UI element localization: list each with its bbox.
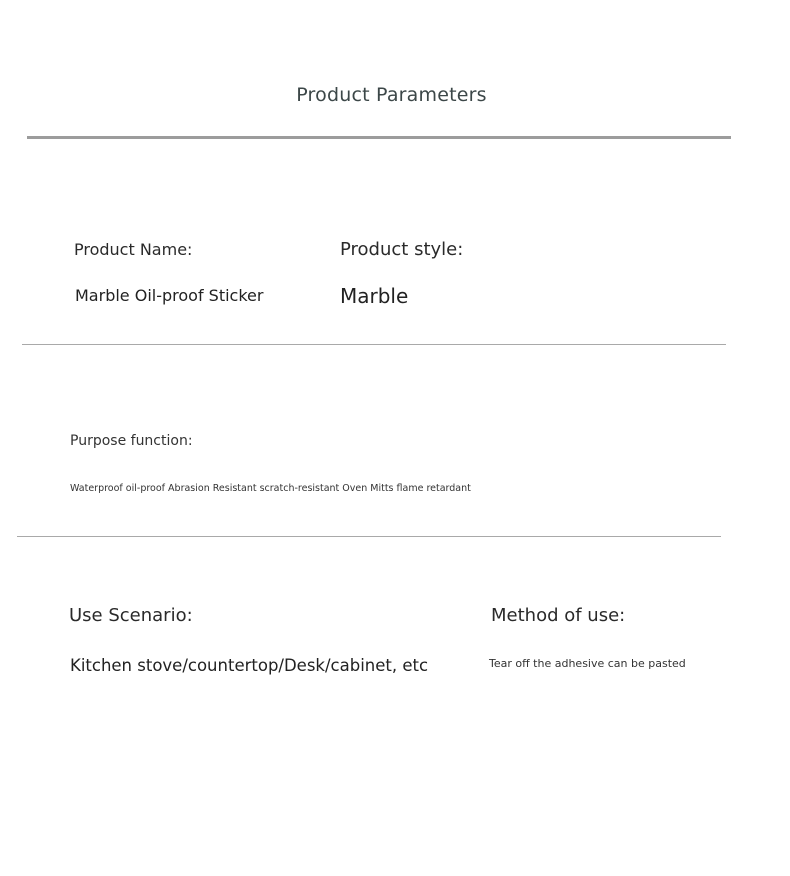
- product-name-label: Product Name:: [74, 240, 193, 259]
- method-of-use-label: Method of use:: [491, 605, 626, 626]
- section-divider-1: [22, 344, 726, 345]
- product-style-value: Marble: [340, 284, 409, 308]
- section-divider-2: [17, 536, 721, 537]
- method-of-use-value: Tear off the adhesive can be pasted: [489, 657, 686, 670]
- use-scenario-value: Kitchen stove/countertop/Desk/cabinet, etc: [70, 656, 429, 675]
- product-name-value: Marble Oil-proof Sticker: [75, 286, 264, 305]
- page-title: Product Parameters: [296, 84, 487, 106]
- title-divider: [27, 136, 731, 139]
- purpose-function-value: Waterproof oil-proof Abrasion Resistant scratch-resistant Oven Mitts flame retardant: [70, 483, 471, 494]
- product-style-label: Product style:: [340, 239, 464, 260]
- use-scenario-label: Use Scenario:: [69, 605, 193, 626]
- purpose-function-label: Purpose function:: [70, 433, 193, 449]
